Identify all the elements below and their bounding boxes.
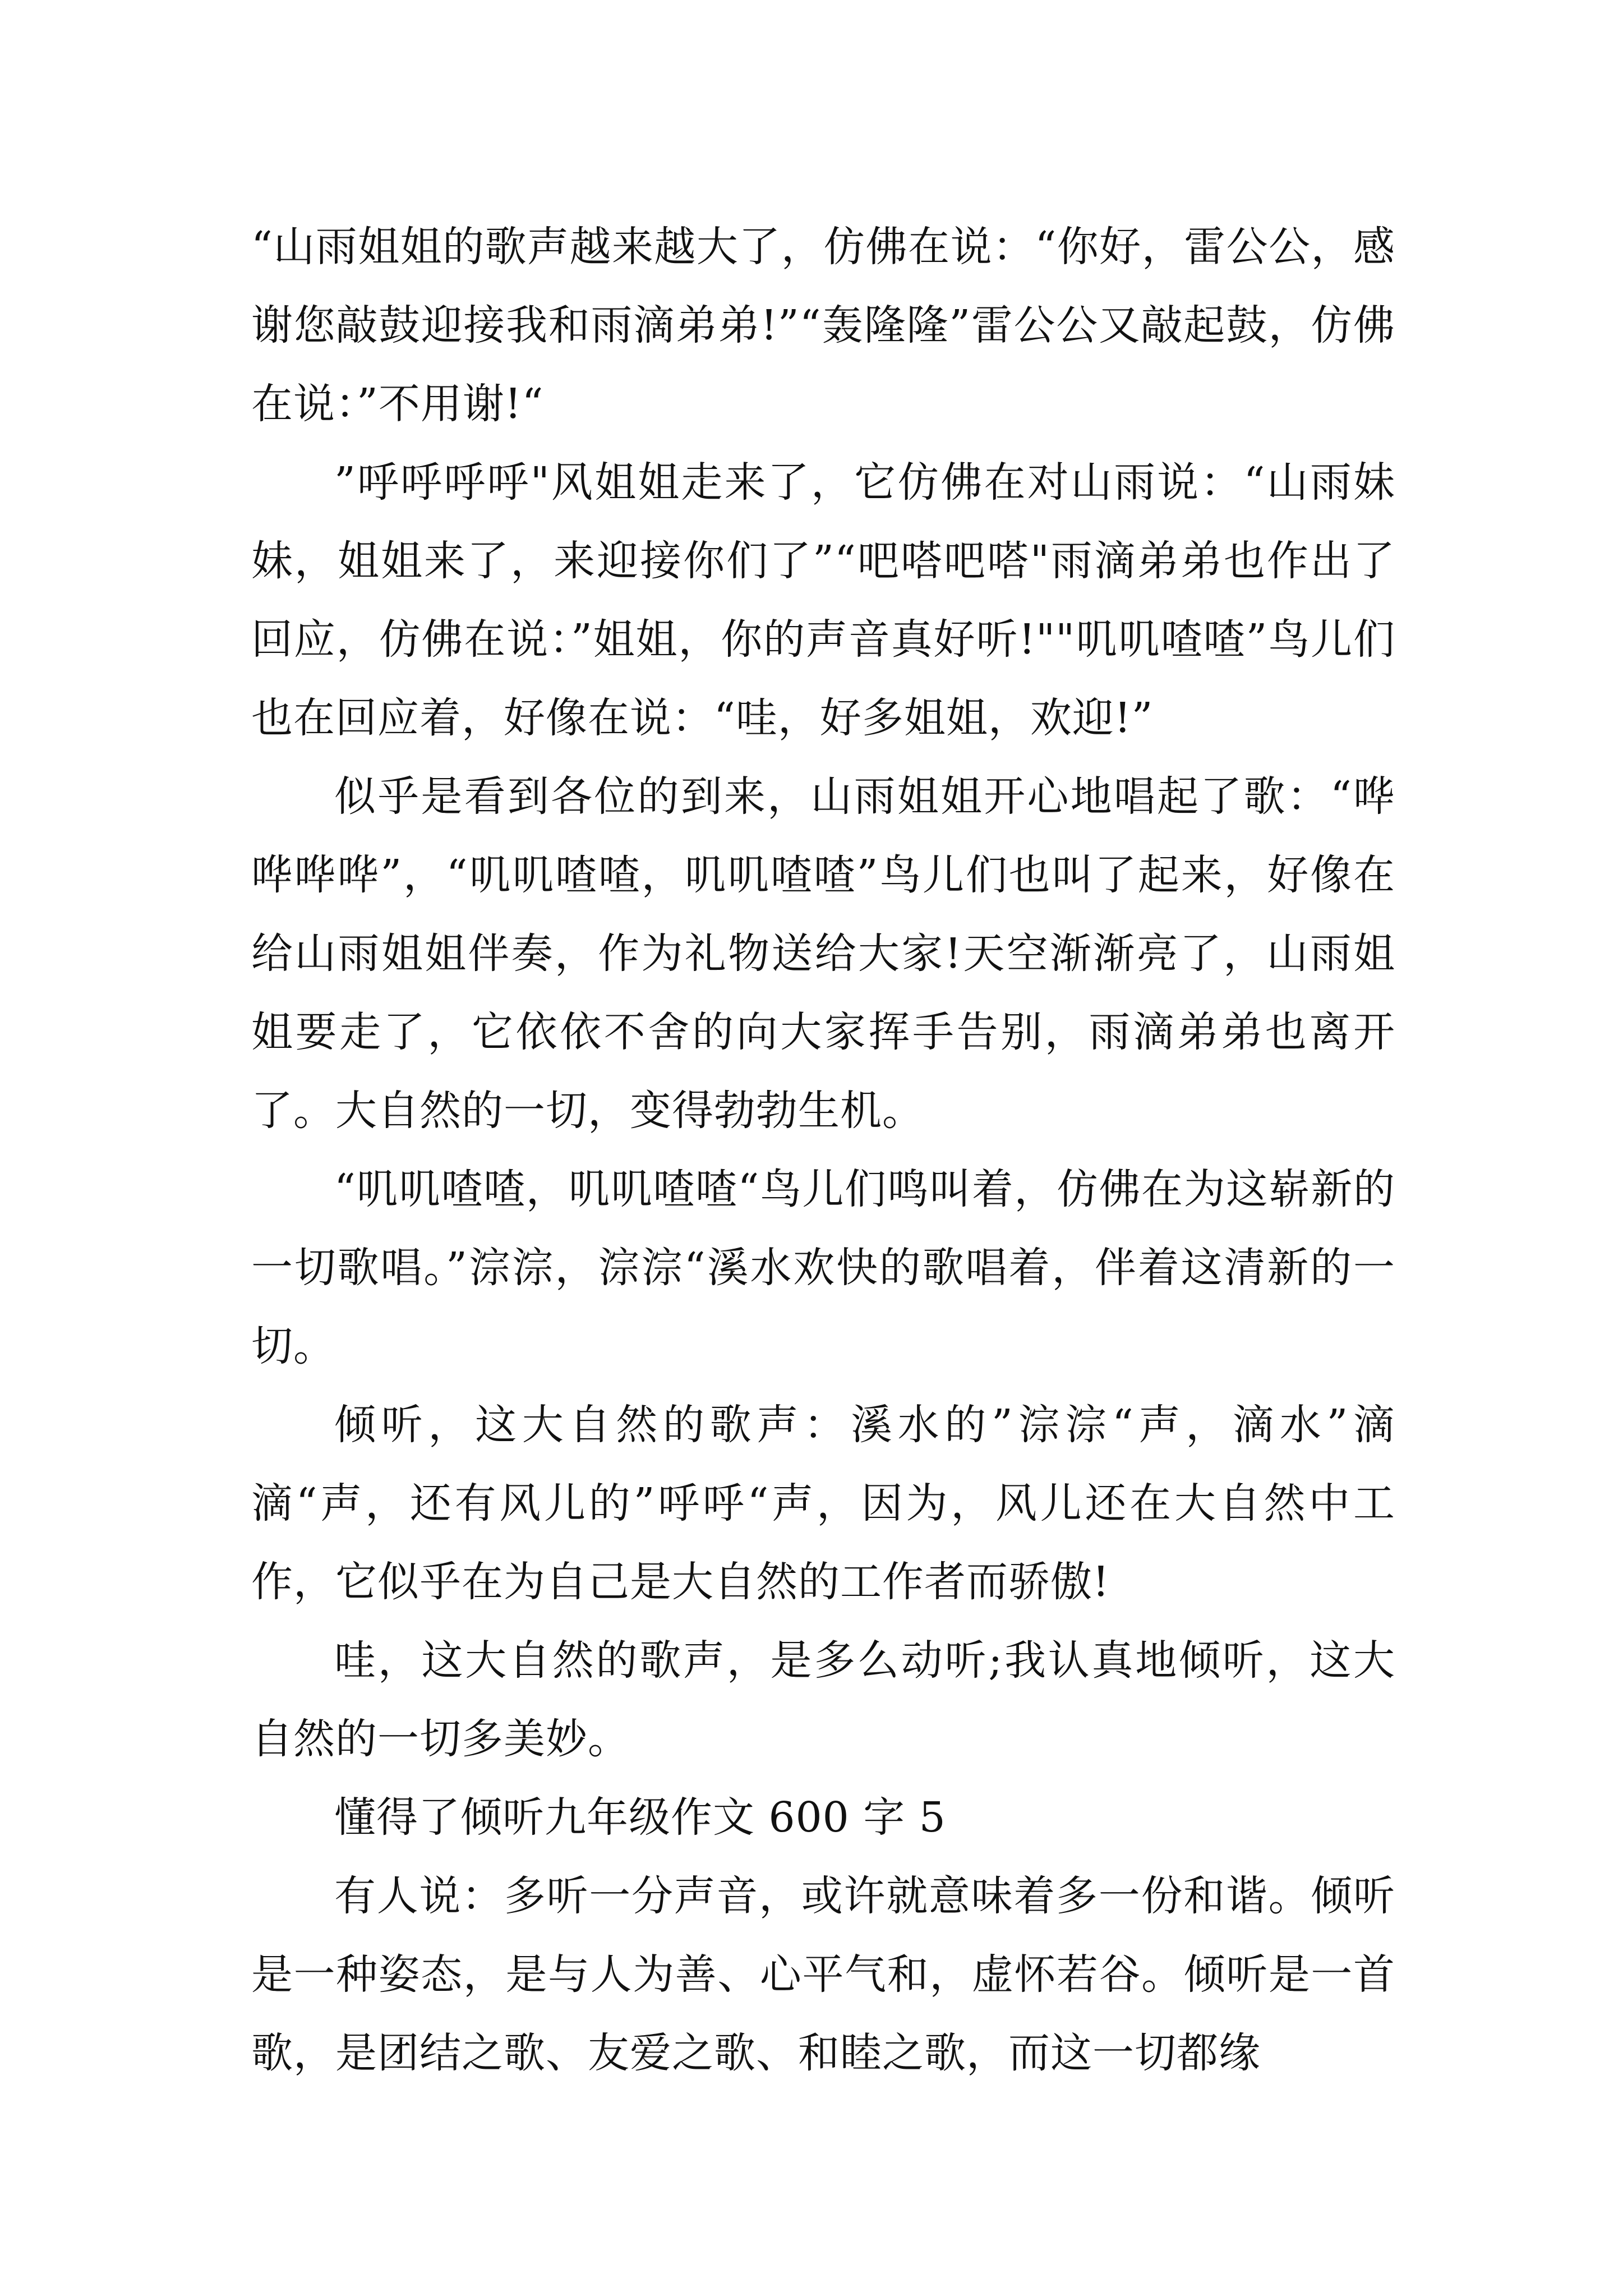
paragraph-5: 倾听，这大自然的歌声：溪水的”淙淙“声，滴水”滴滴“声，还有风儿的”呼呼“声，因为，风儿还在大自然中工作，它似乎在为自己是大自然的工作者而骄傲! xyxy=(251,1401,1395,1606)
paragraph-1: “山雨姐姐的歌声越来越大了，仿佛在说：“你好，雷公公，感谢您敲鼓迎接我和雨滴弟弟!”“轰隆隆”雷公公又敲起鼓，仿佛在说：”不用谢!“ xyxy=(251,223,1395,428)
paragraph-7: 有人说：多听一分声音，或许就意味着多一份和谐。倾听是一种姿态，是与人为善、心平气和，虚怀若谷。倾听是一首歌，是团结之歌、友爱之歌、和睦之歌，而这一切都缘 xyxy=(251,1872,1395,2077)
section-heading: 懂得了倾听九年级作文 600 字 5 xyxy=(334,1793,946,1842)
paragraph-6: 哇，这大自然的歌声，是多么动听;我认真地倾听，这大自然的一切多美妙。 xyxy=(251,1636,1395,1763)
document-body xyxy=(251,208,1395,2092)
paragraph-3: 似乎是看到各位的到来，山雨姐姐开心地唱起了歌：“哗哗哗哗”，“叽叽喳喳，叽叽喳喳”鸟儿们也叫了起来，好像在给山雨姐姐伴奏，作为礼物送给大家!天空渐渐亮了，山雨姐姐要走了，它依依不舍的向大家挥手告别，雨滴弟弟也离开了。大自然的一切，变得勃勃生机。 xyxy=(251,772,1395,1135)
paragraph-2: ”呼呼呼呼"风姐姐走来了，它仿佛在对山雨说：“山雨妹妹，姐姐来了，来迎接你们了”“吧嗒吧嗒"雨滴弟弟也作出了回应，仿佛在说：”姐姐，你的声音真好听!""叽叽喳喳”鸟儿们也在回应着，好像在说：“哇，好多姐姐，欢迎!” xyxy=(251,458,1395,742)
paragraph-4: “叽叽喳喳，叽叽喳喳“鸟儿们鸣叫着，仿佛在为这崭新的一切歌唱。”淙淙，淙淙“溪水欢快的歌唱着，伴着这清新的一切。 xyxy=(251,1165,1395,1370)
